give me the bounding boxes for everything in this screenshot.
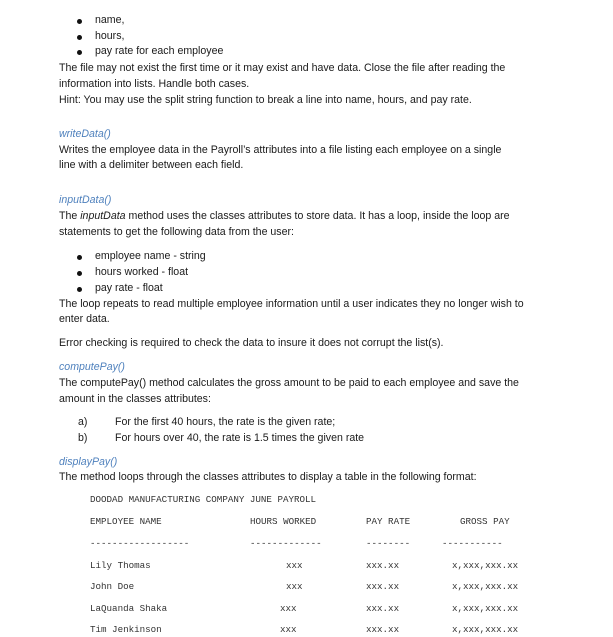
table-row-1-gross: x,xxx,xxx.xx: [452, 560, 519, 571]
inputdata-line-5: Error checking is required to check the data to insure it does not corrupt the list(s).: [59, 337, 444, 349]
displaypay-line-1: The method loops through the classes attributes to display a table in the following format:: [59, 471, 477, 483]
intro-line-1: The file may not exist the first time or it may exist and have data. Close the file after reading the: [59, 62, 506, 74]
inputdata-line-4: enter data.: [59, 313, 110, 325]
computepay-heading: computePay(): [59, 361, 125, 373]
payroll-table-title: DOODAD MANUFACTURING COMPANY JUNE PAYROLL: [90, 494, 317, 505]
computepay-item-b-text: For hours over 40, the rate is 1.5 times the given rate: [115, 432, 365, 444]
col-header-gross-pay: GROSS PAY: [460, 516, 510, 527]
col-header-employee-name: EMPLOYEE NAME: [90, 516, 162, 527]
table-row-3-rate: xxx.xx: [366, 603, 400, 614]
computepay-line-1: The computePay() method calculates the gross amount to be paid to each employee and save the: [59, 377, 519, 389]
computepay-line-2: amount in the classes attributes:: [59, 393, 211, 405]
col-header-pay-rate: PAY RATE: [366, 516, 411, 527]
table-row-4-name: Tim Jenkinson: [90, 624, 162, 635]
writedata-line-1: Writes the employee data in the Payroll’s attributes into a file listing each employee on a single: [59, 144, 502, 156]
inputdata-bullet-hours: hours worked - float: [95, 266, 189, 278]
col-header-hours-worked: HOURS WORKED: [250, 516, 317, 527]
col-dashes-gross-pay: -----------: [442, 538, 503, 549]
table-row-1-name: Lily Thomas: [90, 560, 151, 571]
col-dashes-employee-name: ------------------: [90, 538, 190, 549]
inputdata-line-1: The inputData method uses the classes attributes to store data. It has a loop, inside the loop are: [59, 210, 510, 222]
table-row-2-gross: x,xxx,xxx.xx: [452, 581, 519, 592]
table-row-4-rate: xxx.xx: [366, 624, 400, 635]
intro-line-3: Hint: You may use the split string function to break a line into name, hours, and pay rate.: [59, 94, 472, 106]
intro-bullet-name: name,: [95, 14, 125, 26]
displaypay-heading: displayPay(): [59, 456, 118, 468]
table-row-3-hours: xxx: [280, 603, 297, 614]
col-dashes-pay-rate: --------: [366, 538, 411, 549]
writedata-heading: writeData(): [59, 128, 111, 140]
inputdata-line-2: statements to get the following data from the user:: [59, 226, 294, 238]
table-row-3-name: LaQuanda Shaka: [90, 603, 168, 614]
writedata-line-2: line with a delimiter between each field.: [59, 159, 244, 171]
table-row-4-hours: xxx: [280, 624, 297, 635]
table-row-1-rate: xxx.xx: [366, 560, 400, 571]
computepay-item-a-marker: a): [78, 416, 88, 428]
col-dashes-hours-worked: -------------: [250, 538, 322, 549]
table-row-1-hours: xxx: [286, 560, 303, 571]
intro-bullet-hours: hours,: [95, 30, 125, 42]
table-row-4-gross: x,xxx,xxx.xx: [452, 624, 519, 635]
table-row-3-gross: x,xxx,xxx.xx: [452, 603, 519, 614]
computepay-item-b-marker: b): [78, 432, 88, 444]
computepay-item-a-text: For the first 40 hours, the rate is the given rate;: [115, 416, 336, 428]
inputdata-bullet-name: employee name - string: [95, 250, 206, 262]
table-row-2-hours: xxx: [286, 581, 303, 592]
intro-line-2: information into lists. Handle both cases.: [59, 78, 250, 90]
inputdata-line-3: The loop repeats to read multiple employee information until a user indicates they no longer wish to: [59, 298, 524, 310]
inputdata-bullet-rate: pay rate - float: [95, 282, 163, 294]
intro-bullet-payrate: pay rate for each employee: [95, 45, 224, 57]
table-row-2-rate: xxx.xx: [366, 581, 400, 592]
table-row-2-name: John Doe: [90, 581, 135, 592]
inputdata-heading: inputData(): [59, 194, 112, 206]
